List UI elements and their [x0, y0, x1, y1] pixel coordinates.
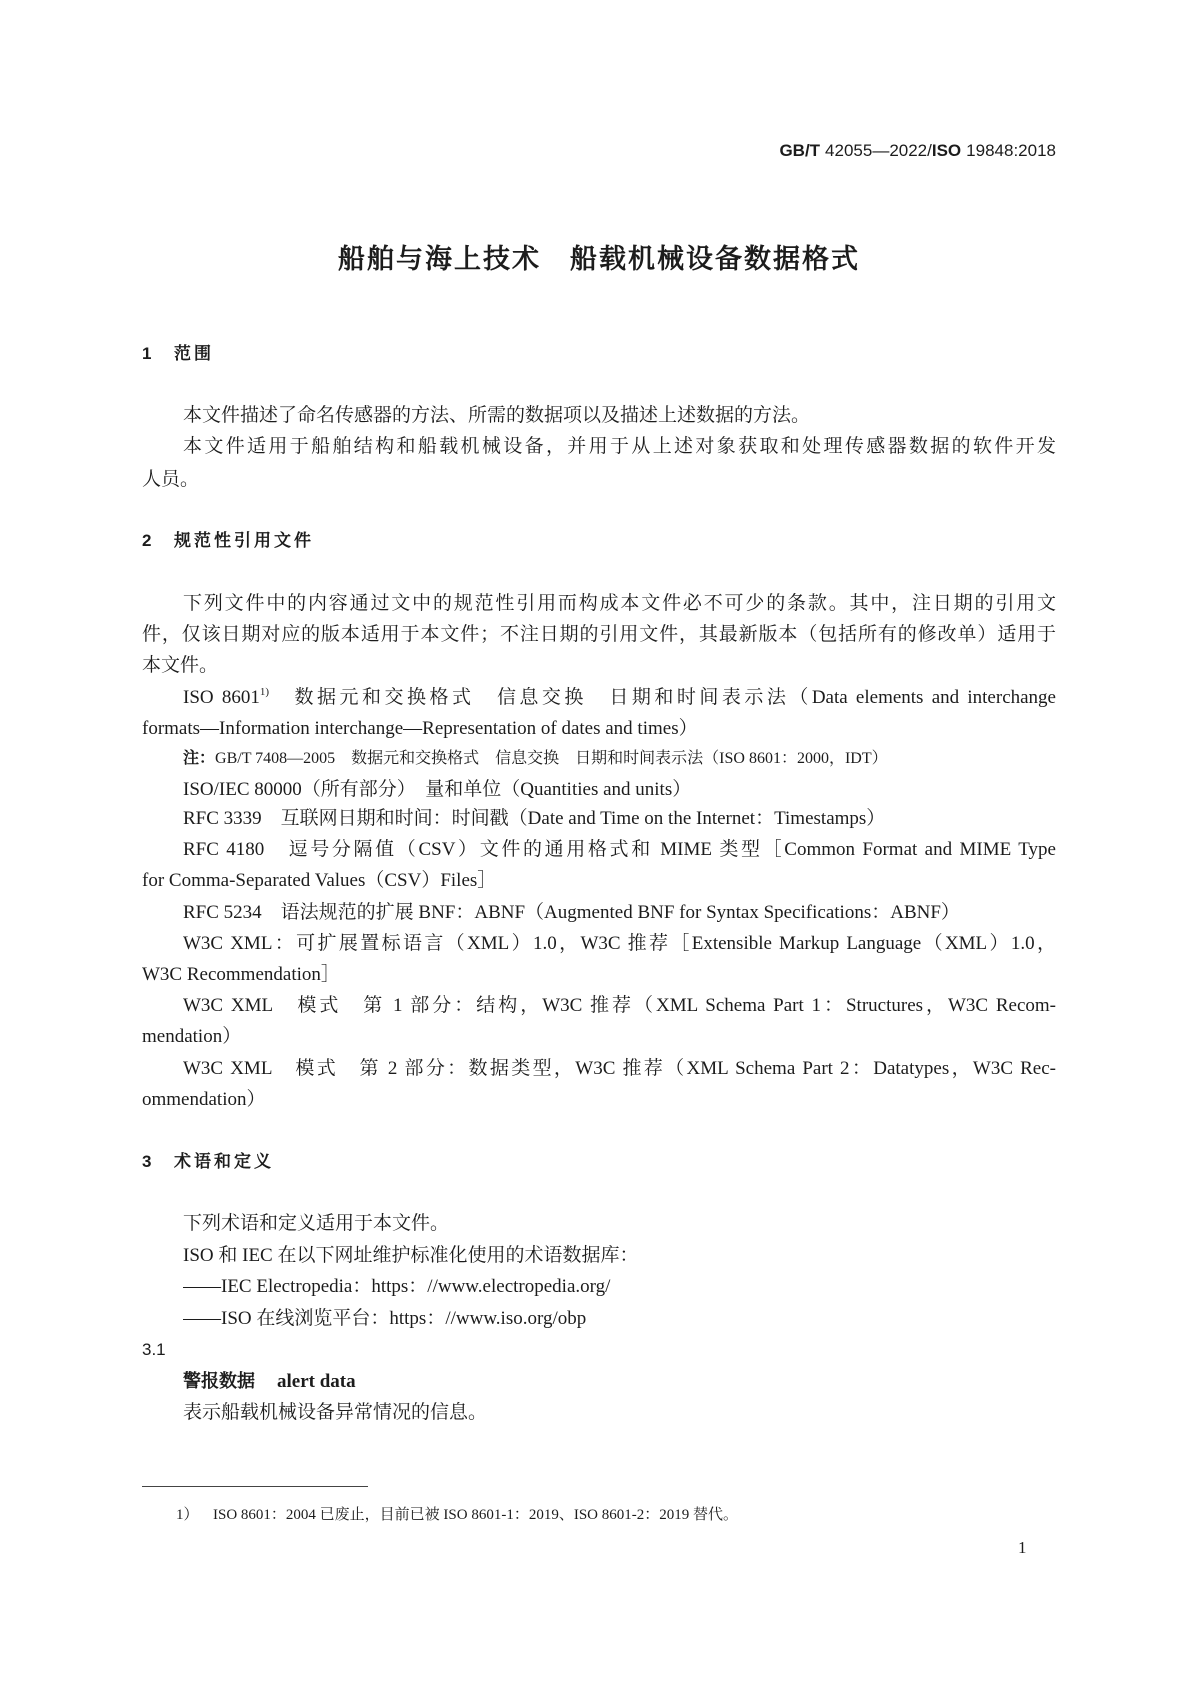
reference-line: formats—Information interchange—Representation of dates and times） [142, 718, 698, 739]
section-number: 1 [142, 344, 152, 363]
paragraph-line: 本文件描述了命名传感器的方法、所需的数据项以及描述上述数据的方法。 [183, 405, 811, 426]
footnote-divider [142, 1486, 368, 1487]
page-number: 1 [1018, 1538, 1027, 1557]
reference-line: for Comma-Separated Values（CSV）Files］ [142, 870, 497, 891]
reference-line: W3C XML 模式 第 2 部分：数据类型，W3C 推荐（XML Schema Part 2：Datatypes，W3C Rec- [183, 1058, 1056, 1079]
section-heading [142, 525, 314, 556]
section-title: 规范性引用文件 [174, 531, 314, 550]
section-title: 范围 [174, 344, 214, 363]
reference-title: 数据元和交换格式 信息交换 日期和时间表示法（Data elements and interchange [291, 687, 1056, 708]
footnote-text: ISO 8601：2004 已废止，目前已被 ISO 8601-1：2019、ISO 8601-2：2019 替代。 [213, 1507, 739, 1523]
header-national-prefix: GB/T [779, 141, 821, 160]
paragraph-line: 本文件适用于船舶结构和船载机械设备，并用于从上述对象获取和处理传感器数据的软件开发 [183, 436, 1056, 457]
paragraph-line: 件，仅该日期对应的版本适用于本文件；不注日期的引用文件，其最新版本（包括所有的修改单）适用于 [142, 624, 1056, 645]
reference-line: W3C XML：可扩展置标语言（XML）1.0，W3C 推荐［Extensible Markup Language（XML）1.0， [183, 933, 1056, 954]
header-iso-number: 19848:2018 [966, 141, 1056, 160]
header-national-number: 42055—2022/ [825, 141, 932, 160]
term-entry-number: 3.1 [142, 1340, 166, 1359]
section-number: 2 [142, 531, 152, 550]
reference-line: ommendation） [142, 1089, 266, 1110]
reference-code: ISO 8601 [183, 687, 260, 708]
reference-note [183, 743, 1056, 774]
footnote-number: 1） [176, 1507, 199, 1523]
note-label: 注： [183, 750, 216, 767]
footnote [176, 1500, 1056, 1530]
section-title: 术语和定义 [174, 1152, 274, 1171]
paragraph-line: 人员。 [142, 469, 200, 490]
term-entry [183, 1366, 1056, 1397]
reference-line: mendation） [142, 1026, 242, 1047]
paragraph-line: 本文件。 [142, 655, 219, 676]
header-iso-prefix: ISO [931, 141, 962, 160]
reference-iso-8601 [183, 682, 1056, 713]
term-english: alert data [277, 1371, 356, 1392]
term-chinese: 警报数据 [183, 1371, 255, 1391]
section-heading [142, 338, 214, 369]
reference-line: W3C XML 模式 第 1 部分：结构，W3C 推荐（XML Schema Part 1：Structures，W3C Recom- [183, 995, 1056, 1016]
section-heading [142, 1146, 274, 1177]
reference-line: ISO/IEC 80000（所有部分） 量和单位（Quantities and units） [183, 779, 692, 800]
section-number: 3 [142, 1152, 152, 1171]
paragraph-line: ISO 和 IEC 在以下网址维护标准化使用的术语数据库： [183, 1245, 639, 1266]
term-definition: 表示船载机械设备异常情况的信息。 [183, 1402, 488, 1423]
list-item: ——IEC Electropedia：https：//www.electropedia.org/ [183, 1276, 611, 1297]
paragraph-line: 下列术语和定义适用于本文件。 [183, 1213, 450, 1234]
running-header [779, 138, 1056, 164]
reference-line: RFC 5234 语法规范的扩展 BNF：ABNF（Augmented BNF for Syntax Specifications：ABNF） [183, 902, 960, 923]
reference-line: RFC 3339 互联网日期和时间：时间戳（Date and Time on the Internet：Timestamps） [183, 808, 886, 829]
document-title: 船舶与海上技术 船载机械设备数据格式 [338, 244, 860, 274]
note-text: GB/T 7408—2005 数据元和交换格式 信息交换 日期和时间表示法（ISO 8601：2000，IDT） [215, 750, 888, 767]
footnote-marker: 1) [259, 686, 270, 698]
reference-line: W3C Recommendation］ [142, 964, 340, 985]
paragraph-line: 下列文件中的内容通过文中的规范性引用而构成本文件必不可少的条款。其中，注日期的引用文 [183, 593, 1056, 614]
reference-line: RFC 4180 逗号分隔值（CSV）文件的通用格式和 MIME 类型［Common Format and MIME Type [183, 839, 1056, 860]
list-item: ——ISO 在线浏览平台：https：//www.iso.org/obp [183, 1308, 587, 1329]
